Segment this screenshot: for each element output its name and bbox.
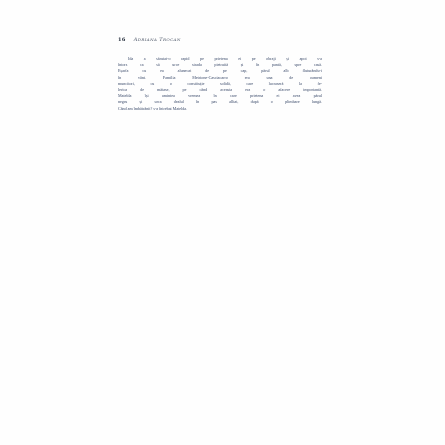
text-line: negru și urca dealul în pas alltat, după o plimbare lungă. bbox=[118, 99, 322, 105]
text-line: Matelda își amintea vremea în care prietena ei avea părul bbox=[118, 93, 322, 99]
page-header bbox=[118, 37, 181, 43]
text-line: Ida a sărutat-o rapid pe prietena ei pe obraji și apoi s-a bbox=[128, 56, 322, 61]
text-line: muncitori, cu o constituție solidă, care lucraseră la fe- bbox=[118, 80, 322, 86]
body-paragraph bbox=[118, 56, 322, 112]
running-header-author: Adriana Trocan bbox=[133, 37, 181, 43]
text-line: Când am îmbătrânit? s-a întrebat Matelda. bbox=[118, 105, 188, 111]
text-line: lerica de mătase, pe când aceasta era o afacere importantă. bbox=[118, 86, 322, 92]
text-line: în vânt. Familia Metrione-Casciacarro era una de oameni bbox=[118, 74, 322, 80]
text-line: Eșarfa cu ea alunecat de pe cap, părul alb fluturându-i bbox=[118, 68, 322, 74]
page-number: 16 bbox=[118, 37, 126, 43]
text-line: întors ca să urce strada pietruită și în pantă, spre casă. bbox=[118, 62, 322, 68]
